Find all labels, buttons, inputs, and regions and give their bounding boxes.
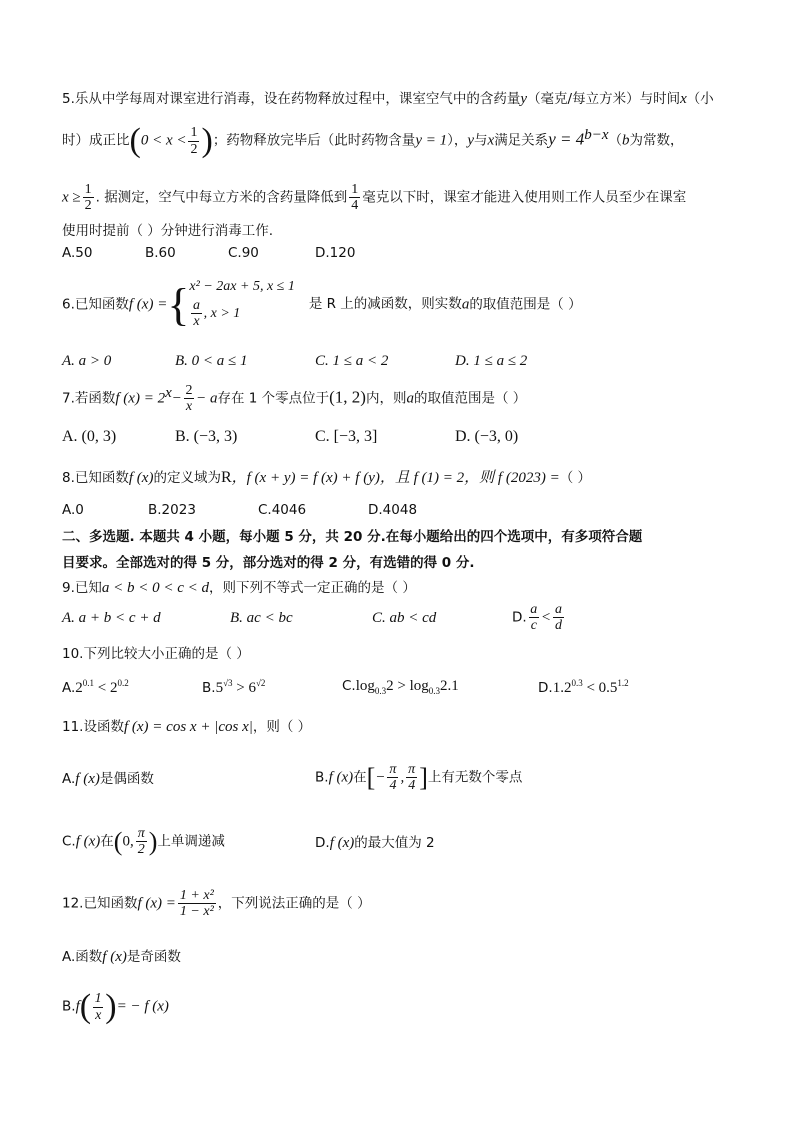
q5-option-a: A.50 xyxy=(62,245,93,261)
q10-line: 10.下列比较大小正确的是（ ） xyxy=(62,646,250,662)
q9-option-c: C. ab < cd xyxy=(372,610,437,626)
q5-option-d: D.120 xyxy=(315,245,356,261)
q8-line: 8.已知函数f (x)的定义域为R，f (x + y) = f (x) + f (y)，且 f (1) = 2，则 f (2023) =（ ） xyxy=(62,469,591,486)
q10-option-d: $D.1.2^{0.3} < 0.5^{1.2}$ xyxy=(538,678,629,696)
q8-option-c: C.4046 xyxy=(258,502,307,518)
q5-quarter-frac: $\frac{1}{4}$ xyxy=(351,182,359,214)
q8-option-a: A.0 xyxy=(62,502,84,518)
q5-line2: 时）成正比(0 < x < $\frac{1}{2}$ )；药物释放完毕后（此时药物含量y = 1），y与x满足关系$y = 4^{b-x}(b$为常数， xyxy=(62,122,684,159)
q12-option-b: B.f( $\frac{1}{x}$ )= − f (x) xyxy=(62,988,169,1025)
q8-option-d: D.4048 xyxy=(368,502,418,518)
q9-option-b: B. ac < bc xyxy=(230,610,293,626)
q5-line4: 使用时提前（ ）分钟进行消毒工作. xyxy=(62,223,274,239)
q6-option-a: A. a > 0 xyxy=(62,353,112,369)
q7-line: 7.若函数f $(x) = 2^x-$ $\frac{2}{x}$ − a存在 1 个零点位于(1, 2)内，则a的取值范围是（ ） xyxy=(62,383,527,415)
q9-option-a: A. a + b < c + d xyxy=(62,610,161,626)
q6-option-b: B. 0 < a ≤ 1 xyxy=(175,353,248,369)
q11-option-d: D.f (x)的最大值为 2 xyxy=(315,835,435,851)
q9-line: 9.已知a < b < 0 < c < d，则下列不等式一定正确的是（ ） xyxy=(62,580,416,596)
q6-option-d: D. 1 ≤ a ≤ 2 xyxy=(455,353,528,369)
q11-option-b: B.f (x)在[− $\frac{\pi}{4}$ , $\frac{\pi}{4}$ ]上有无数个零点 xyxy=(315,762,523,794)
q5-half-frac-2: $\frac{1}{2}$ xyxy=(84,182,92,214)
q6-piecewise: x² − 2ax + 5, x ≤ 1 $\frac{a}{x}$ , x > 1 xyxy=(189,279,295,330)
q5-option-c: C.90 xyxy=(228,245,259,261)
q7-option-a: A. (0, 3) xyxy=(62,428,117,445)
q10-option-b: $B.5^{√3} > 6^{√2}$ xyxy=(202,678,266,696)
q7-option-c: C. [−3, 3] xyxy=(315,428,378,445)
q7-option-b: B. (−3, 3) xyxy=(175,428,238,445)
q11-option-a: A.f (x)是偶函数 xyxy=(62,771,154,787)
q8-option-b: B.2023 xyxy=(148,502,196,518)
section2-heading-line2: 目要求。全部选对的得 5 分，部分选对的得 2 分，有选错的得 0 分. xyxy=(62,555,475,571)
q9-option-d: D. $\frac{a}{c}$ < $\frac{a}{d}$ xyxy=(512,602,563,634)
q6-option-c: C. 1 ≤ a < 2 xyxy=(315,353,389,369)
q11-line: 11.设函数f (x) = cos x + |cos x|，则（ ） xyxy=(62,719,312,735)
q5-line1: 5.乐从中学每周对课室进行消毒，设在药物释放过程中，课室空气中的含药量y（毫克/每立方米）与时间x（小 xyxy=(62,91,714,107)
section2-heading-line1: 二、多选题. 本题共 4 小题，每小题 5 分，共 20 分.在每小题给出的四个选项中，有多项符合题 xyxy=(62,529,643,545)
q12-option-a: A.函数f (x)是奇函数 xyxy=(62,949,181,965)
q5-half-frac: $\frac{1}{2}$ xyxy=(190,125,198,157)
q5-option-b: B.60 xyxy=(145,245,176,261)
q11-option-c: C.f (x)在(0, $\frac{\pi}{2}$ )上单调递减 xyxy=(62,826,225,858)
q10-option-a: $A.2^{0.1} < 2^{0.2}$ xyxy=(62,678,129,696)
q7-option-d: D. (−3, 0) xyxy=(455,428,519,445)
q10-option-c: $C.\log_{0.3}2 > \log_{0.3}2.1$ xyxy=(342,678,459,696)
q6-line: 6.已知函数f (x) ={ x² − 2ax + 5, x ≤ 1 $\frac{a}{x}$ , x > 1 是 R 上的减函数，则实数a的取值范围是（ ） xyxy=(62,278,582,330)
q12-fraction: $\frac{\text{1 + x²}}{\text{1 − x²}}$ xyxy=(179,888,214,920)
q12-line: 12.已知函数f (x) = $\frac{\text{1 + x²}}{\text{1 − x²}}$ ，下列说法正确的是（ ） xyxy=(62,888,371,920)
q5-line3: x ≥ $\frac{1}{2}$ . 据测定，空气中每立方米的含药量降低到 $\frac{1}{4}$ 毫克以下时，课室才能进入使用则工作人员至少在课室 xyxy=(62,182,687,214)
